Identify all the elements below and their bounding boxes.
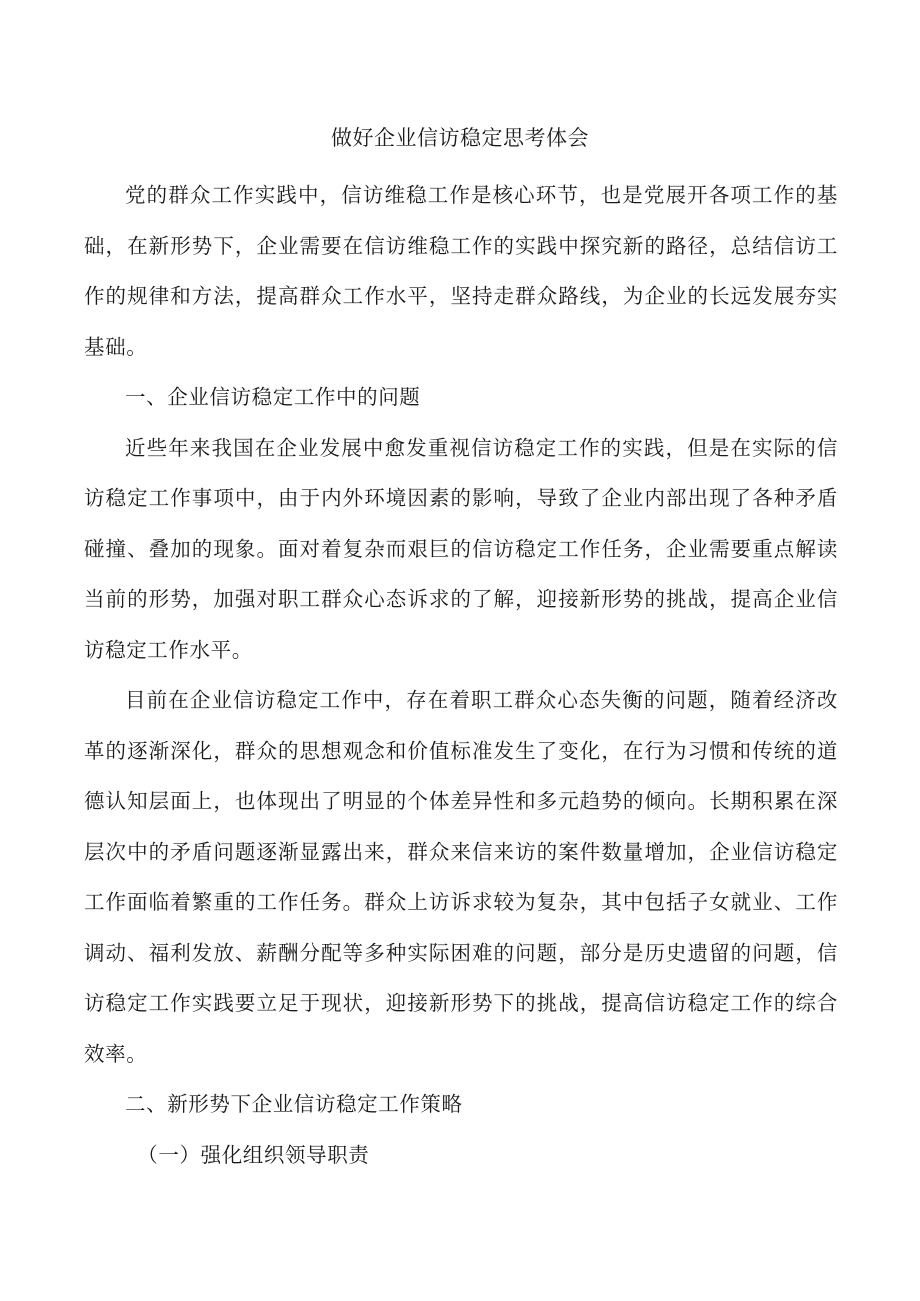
document-title: 做好企业信访稳定思考体会 [331, 126, 589, 150]
problems-paragraph-1: 近些年来我国在企业发展中愈发重视信访稳定工作的实践，但是在实际的信访稳定工作事项中，由于内外环境因素的影响，导致了企业内部出现了各种矛盾碰撞、叠加的现象。面对着复杂而艰巨的信访稳定工作任务，企业需要重点解读当前的形势，加强对职工群众心态诉求的了解，迎接新形势的挑战，提高企业信访稳定工作水平。 [84, 435, 838, 662]
section-heading-problems: 一、企业信访稳定工作中的问题 [125, 385, 421, 409]
section-heading-strategies: 二、新形势下企业信访稳定工作策略 [125, 1092, 463, 1116]
document-body [84, 170, 838, 1180]
problems-paragraph-2: 目前在企业信访稳定工作中，存在着职工群众心态失衡的问题，随着经济改革的逐渐深化，群众的思想观念和价值标准发生了变化，在行为习惯和传统的道德认知层面上，也体现出了明显的个体差异性和多元趋势的倾向。长期积累在深层次中的矛盾问题逐渐显露出来，群众来信来访的案件数量增加，企业信访稳定工作面临着繁重的工作任务。群众上访诉求较为复杂，其中包括子女就业、工作调动、福利发放、薪酬分配等多种实际困难的问题，部分是历史遗留的问题，信访稳定工作实践要立足于现状，迎接新形势下的挑战，提高信访稳定工作的综合效率。 [84, 688, 838, 1066]
subsection-heading-leadership: （一）强化组织领导职责 [137, 1142, 370, 1167]
intro-paragraph: 党的群众工作实践中，信访维稳工作是核心环节，也是党展开各项工作的基础，在新形势下，企业需要在信访维稳工作的实践中探究新的路径，总结信访工作的规律和方法，提高群众工作水平，坚持走群众路线，为企业的长远发展夯实基础。 [84, 183, 838, 359]
